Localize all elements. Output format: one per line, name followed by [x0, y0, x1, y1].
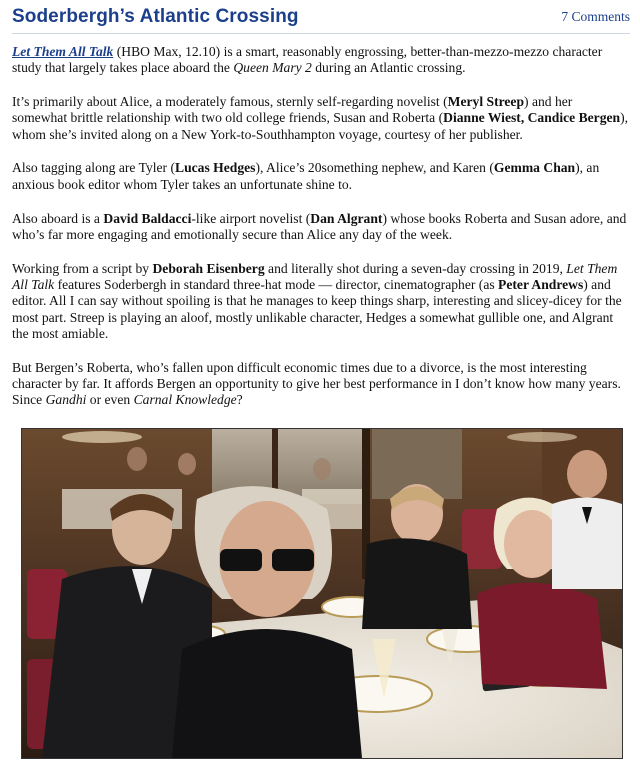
ship-name: Queen Mary 2: [233, 60, 312, 76]
p3-text-1: Also tagging along are Tyler (: [12, 160, 176, 176]
p2-text-2: ) and her somewhat brittle relationship with two old college friends, Susan and Roberta (: [12, 94, 573, 126]
article-header: [0, 0, 640, 34]
film-title: Let Them All Talk: [12, 260, 618, 292]
p4-text-3: ) whose books Roberta and Susan adore, and who’s far more engaging and emotionally secure than Alice any day of the week.: [12, 210, 627, 242]
paragraph-1: [12, 44, 630, 77]
comments-link[interactable]: 7 Comments: [561, 9, 630, 24]
p2-text-1: It’s primarily about Alice, a moderately famous, sternly self-regarding novelist (: [12, 94, 448, 110]
paragraph-2: [12, 94, 630, 143]
p4-text-1: Also aboard is a: [12, 210, 104, 226]
actor-wiest-bergen: Dianne Wiest, Candice Bergen: [443, 110, 621, 126]
actor-chan: Gemma Chan: [493, 160, 576, 176]
p5-text-1: Working from a script by: [12, 260, 153, 276]
article-title[interactable]: Soderbergh’s Atlantic Crossing: [12, 6, 299, 27]
paragraph-6: [12, 360, 630, 409]
p3-text-3: ), an anxious book editor whom Tyler takes an unfortunate shine to.: [12, 160, 600, 192]
paragraph-4: [12, 211, 630, 244]
p5-text-4: ) and editor. All I can say without spoiling is that he manages to keep things sharp, interesting and slicey-dicey for the most part. Streep is playing an aloof, mostly unlikable character, Hedges a somewhat gullible one, and Algrant the most amiable.: [12, 276, 622, 341]
article-body: [12, 44, 630, 426]
actor-algrant: Dan Algrant: [310, 210, 383, 226]
film-gandhi: Gandhi: [45, 392, 87, 408]
p1-text-1: (HBO Max, 12.10) is a smart, reasonably engrossing, better-than-mezzo-mezzo character study that largely takes place aboard the: [12, 44, 603, 76]
film-title-link[interactable]: Let Them All Talk: [12, 44, 114, 59]
p4-text-2: -like airport novelist (: [191, 210, 311, 226]
p6-text-2: or even: [86, 392, 134, 408]
p2-text-3: ), whom she’s invited along on a New York-to-Southhampton voyage, courtesy of her publisher.: [12, 110, 629, 142]
p6-text-3: ?: [236, 392, 243, 408]
header-divider: [12, 33, 630, 34]
writer-eisenberg: Deborah Eisenberg: [152, 260, 265, 276]
p5-text-3: features Soderbergh in standard three-hat mode — director, cinematographer (as: [54, 276, 499, 292]
name-andrews: Peter Andrews: [498, 276, 584, 292]
paragraph-3: [12, 160, 630, 193]
p5-text-2: and literally shot during a seven-day crossing in 2019,: [264, 260, 567, 276]
p3-text-2: ), Alice’s 20something nephew, and Karen (: [255, 160, 494, 176]
film-still-photo: [21, 428, 623, 759]
paragraph-5: [12, 261, 630, 342]
actor-hedges: Lucas Hedges: [175, 160, 256, 176]
p1-text-2: during an Atlantic crossing.: [311, 60, 466, 76]
name-baldacci: David Baldacci: [103, 210, 192, 226]
actor-streep: Meryl Streep: [447, 94, 525, 110]
p6-text-1: But Bergen’s Roberta, who’s fallen upon difficult economic times due to a divorce, is the most interesting character by far. It affords Bergen an opportunity to give her best performance in I don’t know how many years. Since: [12, 359, 621, 408]
film-carnal-knowledge: Carnal Knowledge: [133, 392, 237, 408]
